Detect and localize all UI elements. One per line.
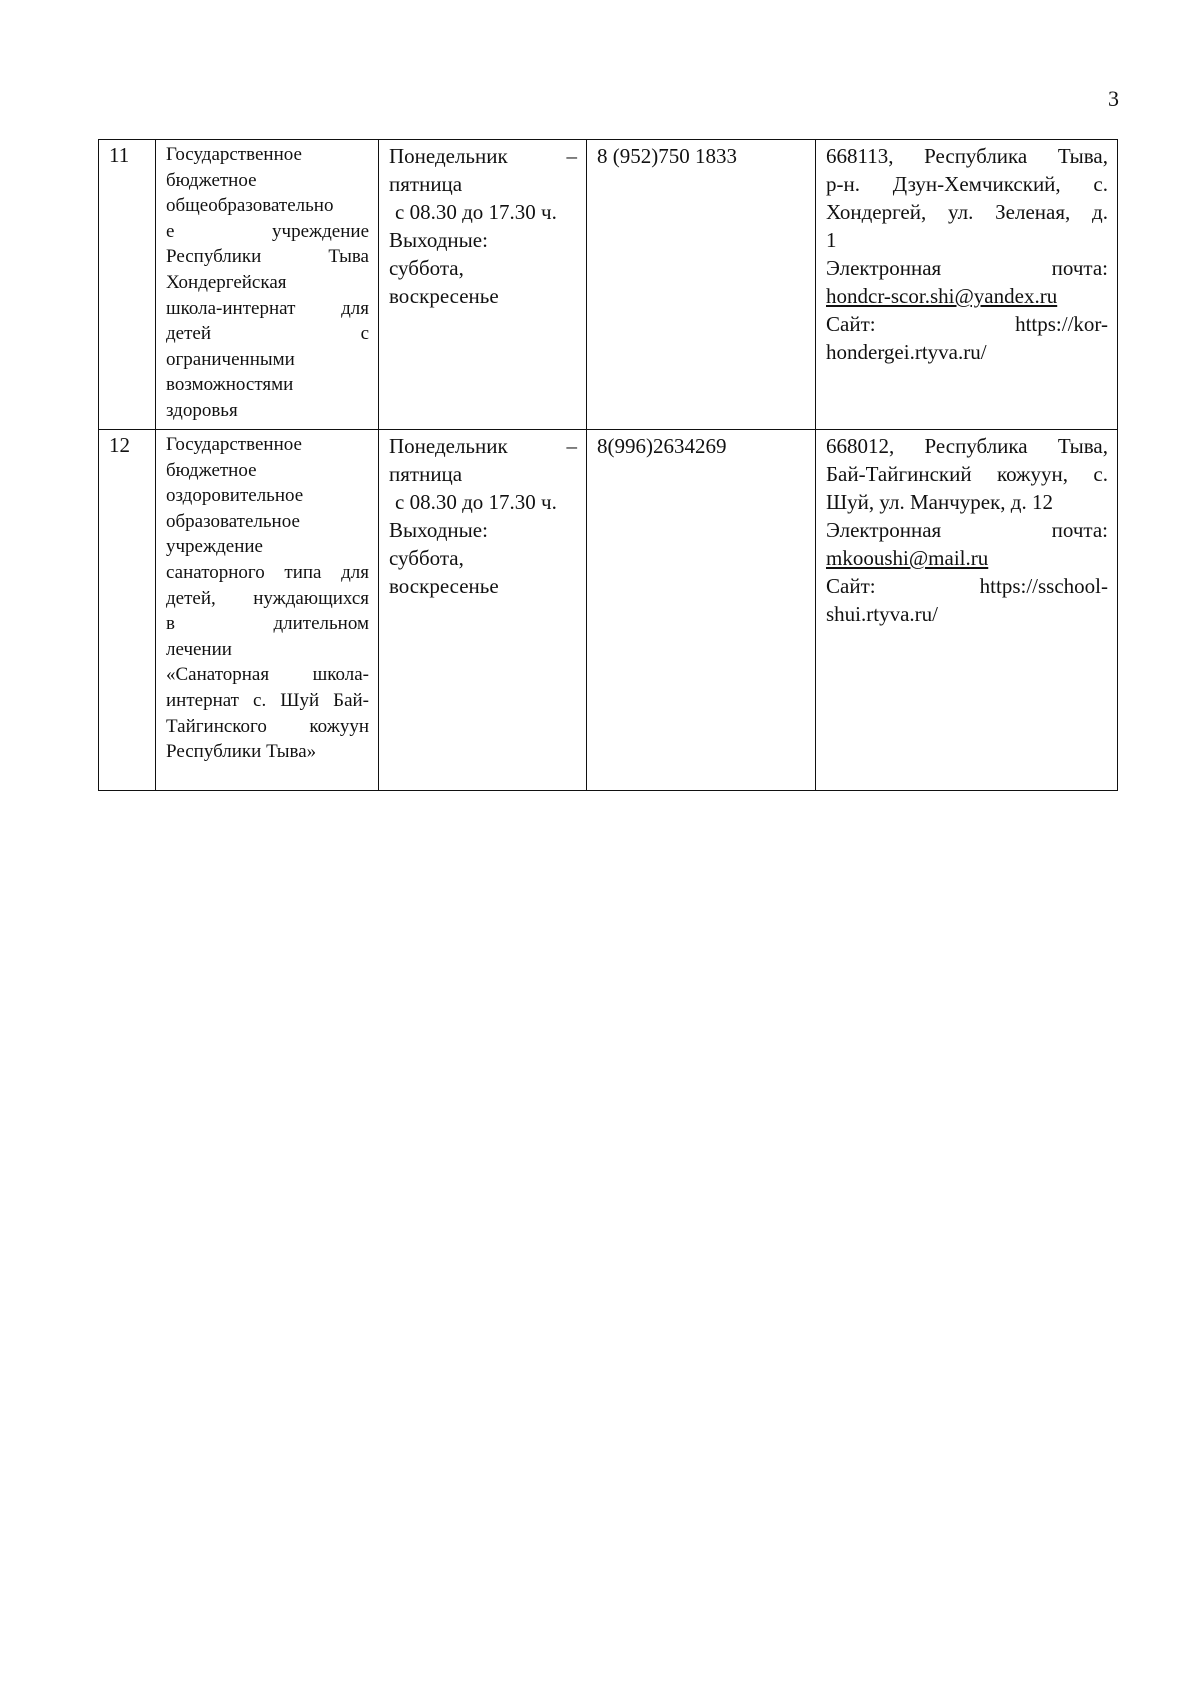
- address-contacts: [816, 430, 1118, 791]
- name-line: Тайгинского кожуун: [166, 715, 369, 737]
- name-line: Республики Тыва»: [166, 741, 317, 763]
- email-label: Электронная: [826, 256, 942, 280]
- name-line: общеобразовательно: [166, 195, 334, 217]
- page-number: 3: [1108, 86, 1119, 111]
- email-label-line: [826, 254, 1108, 282]
- row-number: 12: [99, 430, 156, 791]
- address-line: р-н. Дзун-Хемчикский, с.: [826, 172, 1108, 196]
- hours-days-line: [389, 142, 577, 170]
- institution-name: [156, 140, 379, 430]
- site-label: Сайт:: [826, 312, 876, 336]
- phone-number: 8(996)2634269: [587, 430, 816, 791]
- address-line: Шуй, ул. Манчурек, д. 12: [826, 490, 1053, 514]
- weekend-label: Выходные:: [389, 518, 488, 542]
- site-link-continued[interactable]: hondergei.rtyva.ru/: [826, 340, 987, 364]
- email-label: Электронная: [826, 518, 942, 542]
- weekend-label: Выходные:: [389, 228, 488, 252]
- address-line: 668113, Республика Тыва,: [826, 144, 1108, 168]
- site-label: Сайт:: [826, 574, 876, 598]
- name-line: «Санаторная школа-: [166, 664, 369, 686]
- name-line: е учреждение: [166, 220, 369, 242]
- hours-days: Понедельник: [389, 144, 508, 168]
- institution-name: [156, 430, 379, 791]
- site-line: [826, 310, 1108, 338]
- name-line: школа-интернат для: [166, 297, 369, 319]
- weekend-day-2: воскресенье: [389, 574, 499, 598]
- email-line: [826, 544, 1108, 572]
- hours-days: Понедельник: [389, 434, 508, 458]
- hours-days-end: пятница: [389, 172, 463, 196]
- name-line: здоровья: [166, 399, 238, 421]
- email-link[interactable]: mkooushi@mail.ru: [826, 546, 989, 570]
- name-line: детей с: [166, 323, 369, 345]
- weekend-day-1: суббота,: [389, 256, 464, 280]
- hours-dash: –: [566, 434, 577, 458]
- name-line: Республики Тыва: [166, 246, 369, 268]
- name-line: Государственное: [166, 144, 302, 165]
- name-line: детей, нуждающихся: [166, 587, 369, 609]
- working-hours: [379, 430, 587, 791]
- address-line: 1: [826, 228, 837, 252]
- row-number: 11: [99, 140, 156, 430]
- name-line: учреждение: [166, 536, 263, 558]
- site-line: [826, 572, 1108, 600]
- site-link[interactable]: https://sschool-: [979, 574, 1108, 598]
- hours-dash: –: [566, 144, 577, 168]
- name-line: образовательное: [166, 510, 300, 532]
- name-line: Хондергейская: [166, 271, 287, 293]
- address-line: Бай-Тайгинский кожуун, с.: [826, 462, 1108, 486]
- name-line: Государственное: [166, 434, 302, 455]
- site-link[interactable]: https://kor-: [1015, 312, 1108, 336]
- hours-days-end: пятница: [389, 462, 463, 486]
- name-line: бюджетное: [166, 459, 257, 481]
- address-line: Хондергей, ул. Зеленая, д.: [826, 200, 1108, 224]
- table-row: [99, 430, 1118, 791]
- hours-days-line: [389, 432, 577, 460]
- working-hours: [379, 140, 587, 430]
- email-label-line: [826, 516, 1108, 544]
- name-line: санаторного типа для: [166, 561, 369, 583]
- email-label-2: почта:: [1051, 518, 1108, 542]
- name-line: интернат с. Шуй Бай-: [166, 689, 369, 711]
- hours-time: с 08.30 до 17.30 ч.: [395, 490, 557, 514]
- name-line: в длительном: [166, 613, 369, 635]
- address-contacts: [816, 140, 1118, 430]
- site-link-continued[interactable]: shui.rtyva.ru/: [826, 602, 938, 626]
- email-line: [826, 282, 1108, 310]
- weekend-day-2: воскресенье: [389, 284, 499, 308]
- name-line: возможностями: [166, 374, 294, 396]
- phone-number: 8 (952)750 1833: [587, 140, 816, 430]
- name-line: оздоровительное: [166, 485, 304, 507]
- institutions-table: [98, 139, 1118, 791]
- weekend-day-1: суббота,: [389, 546, 464, 570]
- email-label-2: почта:: [1051, 256, 1108, 280]
- hours-time: с 08.30 до 17.30 ч.: [395, 200, 557, 224]
- address-line: 668012, Республика Тыва,: [826, 434, 1108, 458]
- table-row: [99, 140, 1118, 430]
- email-link[interactable]: hondcr-scor.shi@yandex.ru: [826, 284, 1058, 308]
- name-line: бюджетное: [166, 169, 257, 191]
- name-line: ограниченными: [166, 348, 295, 370]
- name-line: лечении: [166, 638, 232, 660]
